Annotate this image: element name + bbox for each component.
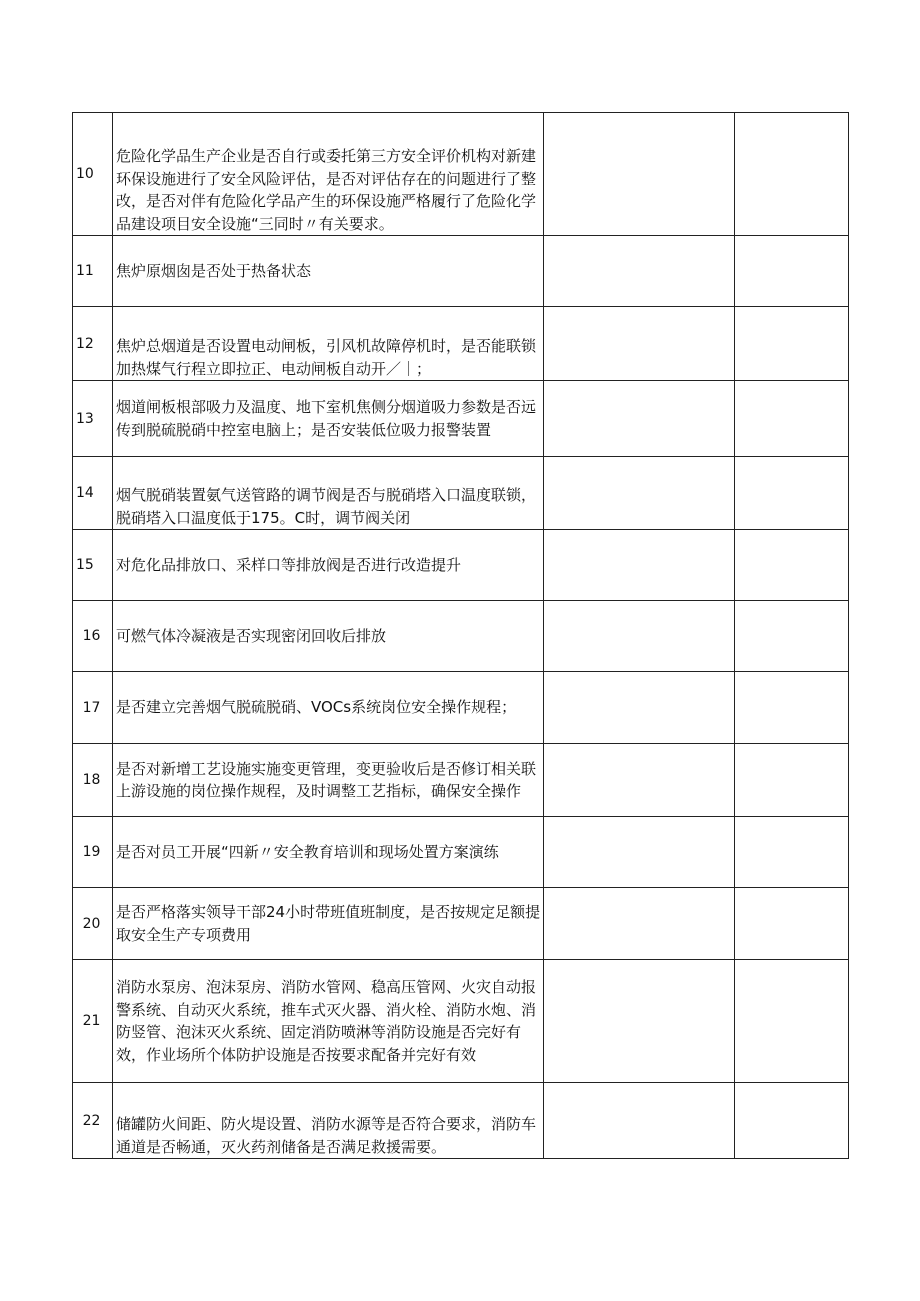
result-cell: [544, 888, 735, 960]
remark-cell: [735, 817, 849, 888]
check-item-text: 是否对员工开展“四新〃安全教育培训和现场处置方案演练: [113, 817, 544, 888]
remark-cell: [735, 672, 849, 744]
check-item-text: 是否对新增工艺设施实施变更管理，变更验收后是否修订相关联上游设施的岗位操作规程，及时调整工艺指标，确保安全操作: [113, 744, 544, 817]
check-item-text: 烟道闸板根部吸力及温度、地下室机焦侧分烟道吸力参数是否远传到脱硫脱硝中控室电脑上；是否安装低位吸力报警装置: [113, 381, 544, 457]
table-row: [73, 888, 849, 960]
remark-cell: [735, 960, 849, 1083]
result-cell: [544, 381, 735, 457]
remark-cell: [735, 601, 849, 672]
result-cell: [544, 744, 735, 817]
checklist-table: [72, 112, 849, 1159]
remark-cell: [735, 530, 849, 601]
remark-cell: [735, 1083, 849, 1159]
row-number: 15: [73, 530, 113, 601]
row-number: 11: [73, 236, 113, 307]
table-row: [73, 530, 849, 601]
remark-cell: [735, 236, 849, 307]
table-row: [73, 601, 849, 672]
remark-cell: [735, 381, 849, 457]
row-number: 13: [73, 381, 113, 457]
result-cell: [544, 113, 735, 236]
check-item-text: 消防水泵房、泡沫泵房、消防水管网、稳高压管网、火灾自动报警系统、自动灭火系统，推车式灭火器、消火栓、消防水炮、消防竖管、泡沫灭火系统、固定消防喷淋等消防设施是否完好有效，作业场所个体防护设施是否按要求配备并完好有效: [113, 960, 544, 1083]
remark-cell: [735, 744, 849, 817]
row-number: 21: [73, 960, 113, 1083]
remark-cell: [735, 113, 849, 236]
check-item-text: 焦炉总烟道是否设置电动闸板，引风机故障停机时，是否能联锁加热煤气行程立即拉正、电动闸板自动开／｜；: [113, 307, 544, 381]
table-row: [73, 307, 849, 381]
row-number: 17: [73, 672, 113, 744]
row-number: 16: [73, 601, 113, 672]
check-item-text: 危险化学品生产企业是否自行或委托第三方安全评价机构对新建环保设施进行了安全风险评估，是否对评估存在的问题进行了整改，是否对伴有危险化学品产生的环保设施严格履行了危险化学品建设项目安全设施“三同时〃有关要求。: [113, 113, 544, 236]
table-row: [73, 744, 849, 817]
result-cell: [544, 672, 735, 744]
row-number: 18: [73, 744, 113, 817]
row-number: 22: [73, 1083, 113, 1159]
remark-cell: [735, 888, 849, 960]
result-cell: [544, 817, 735, 888]
remark-cell: [735, 457, 849, 530]
result-cell: [544, 307, 735, 381]
table-row: [73, 381, 849, 457]
table-row: [73, 1083, 849, 1159]
row-number: 12: [73, 307, 113, 381]
check-item-text: 是否严格落实领导干部24小时带班值班制度，是否按规定足额提取安全生产专项费用: [113, 888, 544, 960]
table-row: [73, 236, 849, 307]
result-cell: [544, 601, 735, 672]
table-row: [73, 113, 849, 236]
check-item-text: 烟气脱硝装置氨气送管路的调节阀是否与脱硝塔入口温度联锁，脱硝塔入口温度低于175。C时，调节阀关闭: [113, 457, 544, 530]
check-item-text: 焦炉原烟囱是否处于热备状态: [113, 236, 544, 307]
row-number: 20: [73, 888, 113, 960]
check-item-text: 可燃气体冷凝液是否实现密闭回收后排放: [113, 601, 544, 672]
table-row: [73, 457, 849, 530]
table-row: [73, 817, 849, 888]
result-cell: [544, 457, 735, 530]
check-item-text: 是否建立完善烟气脱硫脱硝、VOCs系统岗位安全操作规程；: [113, 672, 544, 744]
checklist-table-container: [72, 112, 848, 1159]
row-number: 14: [73, 457, 113, 530]
result-cell: [544, 530, 735, 601]
row-number: 19: [73, 817, 113, 888]
table-row: [73, 960, 849, 1083]
remark-cell: [735, 307, 849, 381]
result-cell: [544, 960, 735, 1083]
result-cell: [544, 1083, 735, 1159]
check-item-text: 储罐防火间距、防火堤设置、消防水源等是否符合要求，消防车通道是否畅通，灭火药剂储备是否满足救援需要。: [113, 1083, 544, 1159]
result-cell: [544, 236, 735, 307]
table-row: [73, 672, 849, 744]
check-item-text: 对危化品排放口、采样口等排放阀是否进行改造提升: [113, 530, 544, 601]
row-number: 10: [73, 113, 113, 236]
